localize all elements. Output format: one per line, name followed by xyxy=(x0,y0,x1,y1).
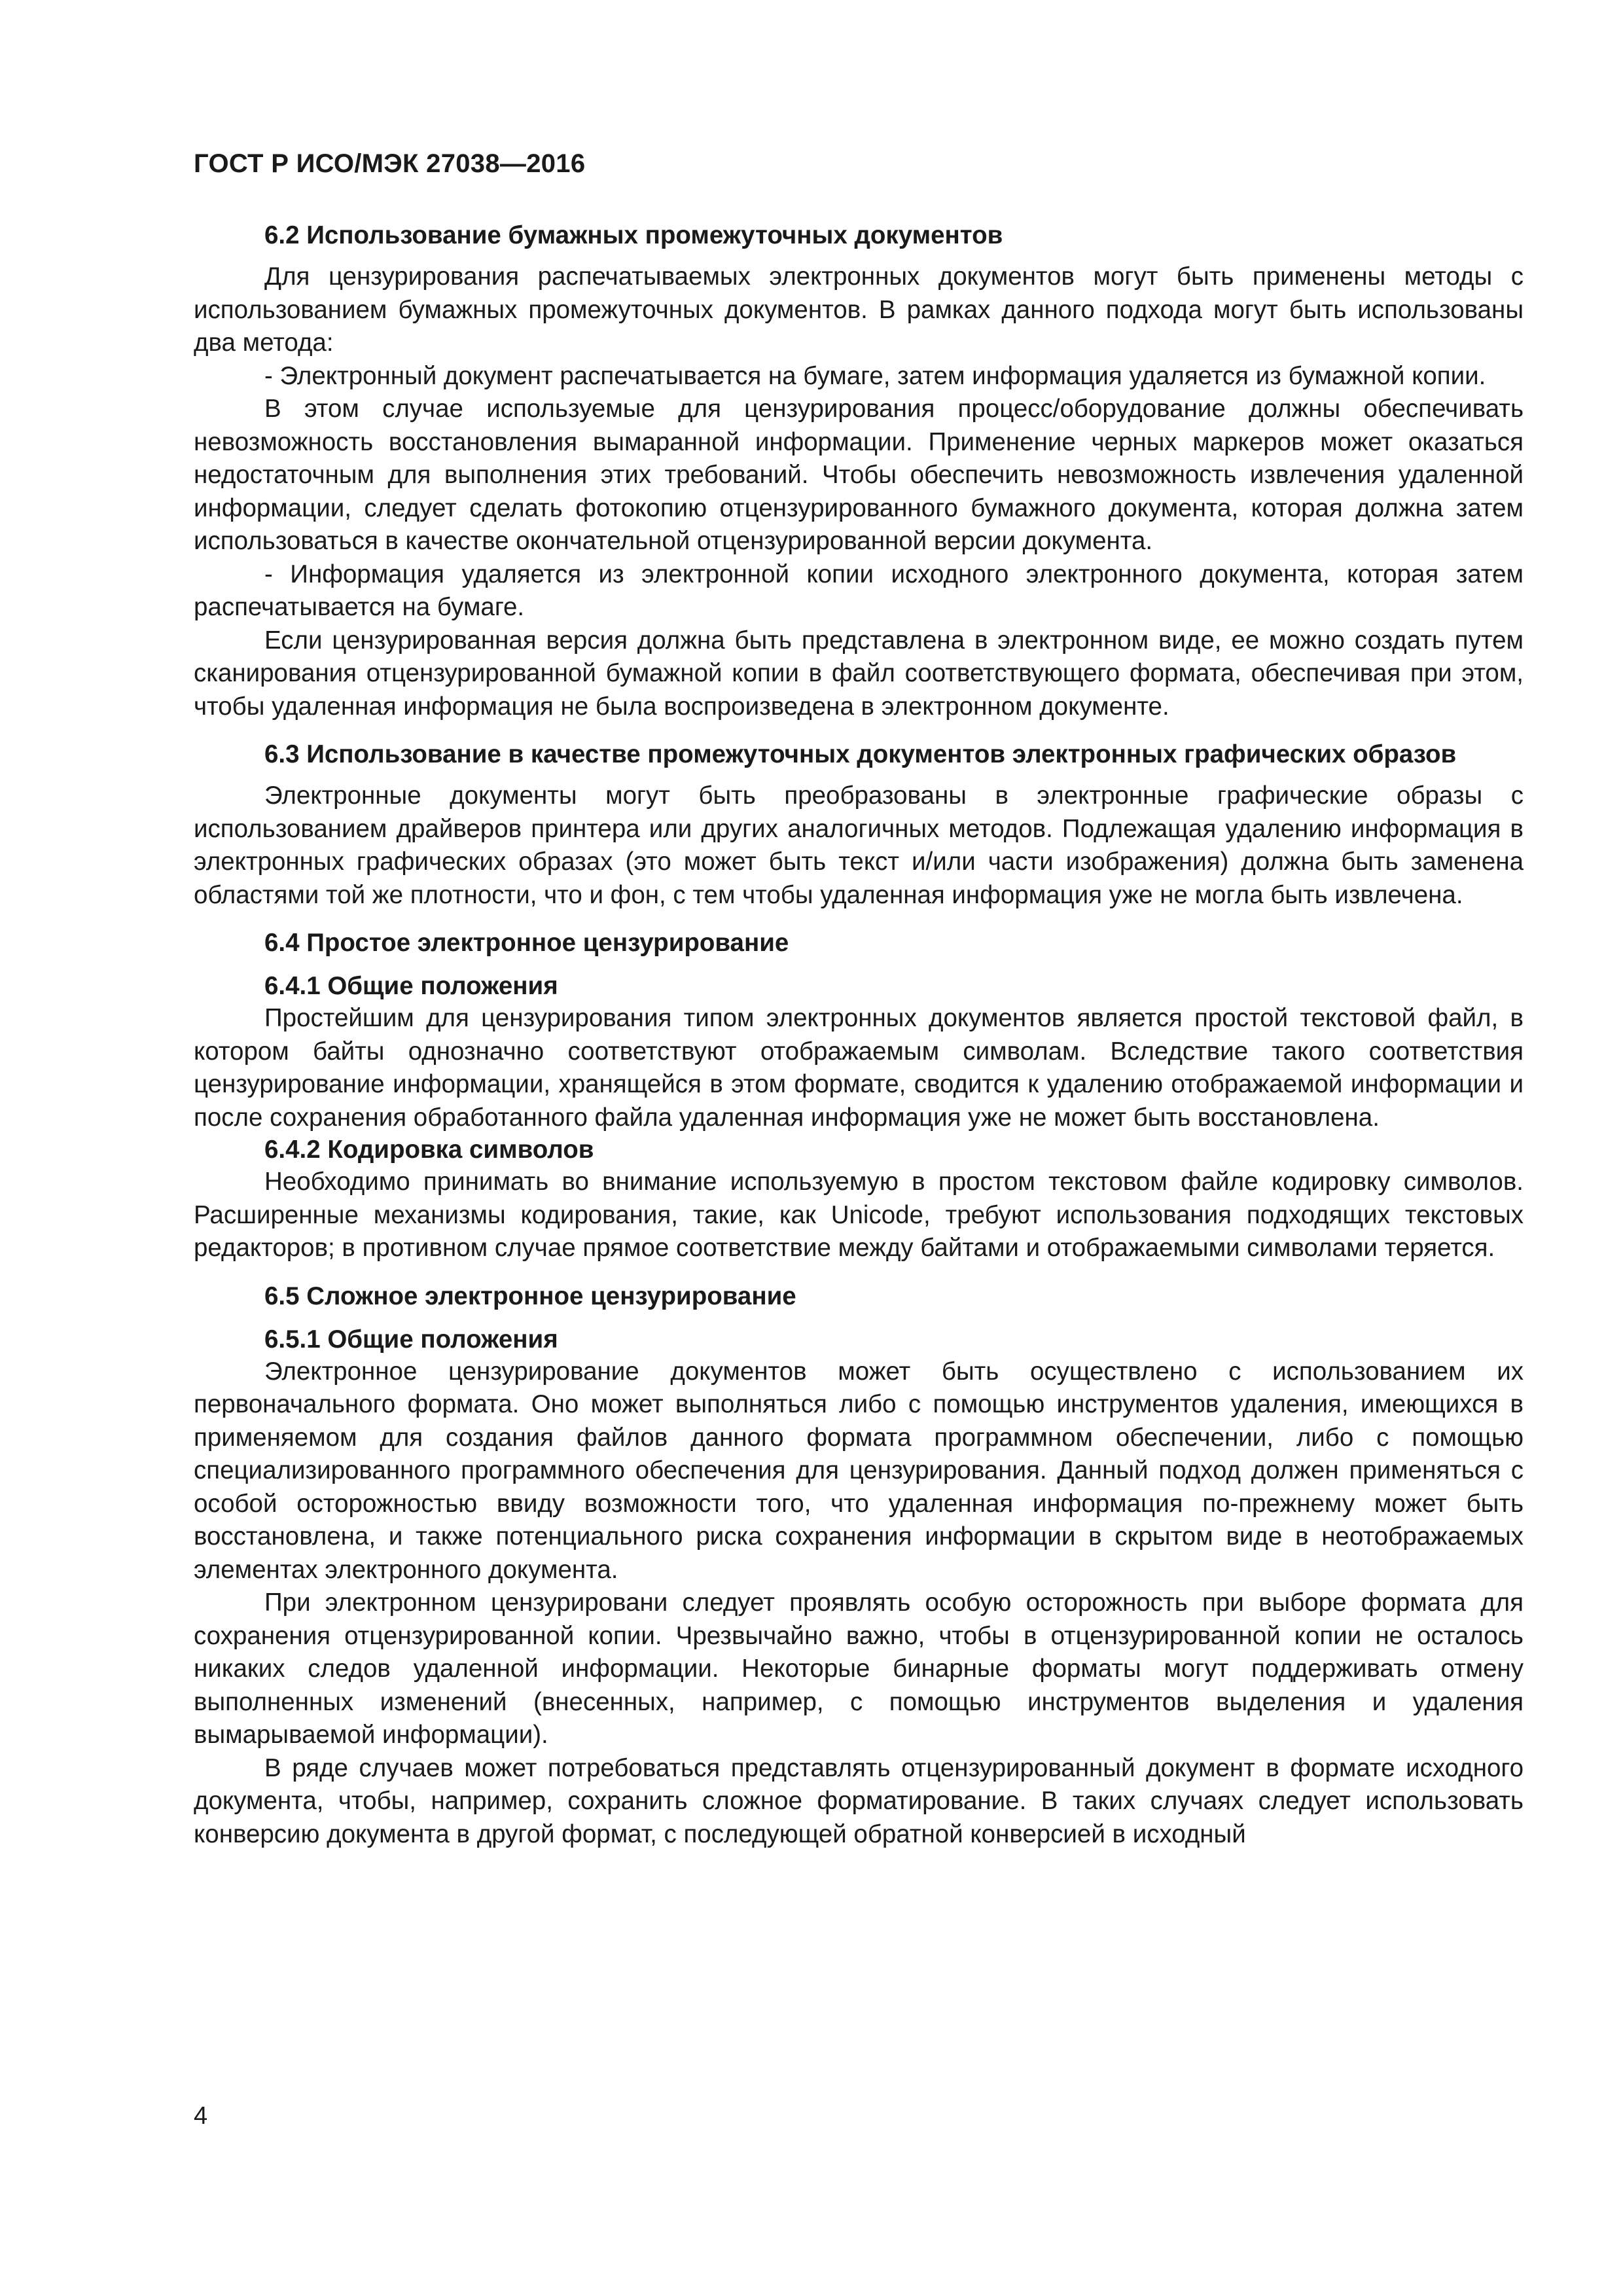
section-6-2-paragraph: В этом случае используемые для цензурирования процесс/оборудование должны обеспечивать невозможность восстановления вымаранной информации. Применение черных маркеров может оказаться недостаточным для выполнения этих требований. Чтобы обеспечить невозможность извлечения удаленной информации, следует сделать фотокопию отцензурированного бумажного документа, которая должна затем использоваться в качестве окончательной отцензурированной версии документа. xyxy=(194,395,1524,555)
section-6-5-1-paragraph: В ряде случаев может потребоваться представлять отцензурированный документ в формате исходного документа, чтобы, например, сохранить сложное форматирование. В таких случаях следует использовать конверсию документа в другой формат, с последующей обратной конверсией в исходный xyxy=(194,1753,1524,1848)
section-6-5-heading: 6.5 Сложное электронное цензурирование xyxy=(264,1282,796,1310)
section-6-5-1-heading: 6.5.1 Общие положения xyxy=(264,1325,558,1354)
section-6-3-paragraph: Электронные документы могут быть преобразованы в электронные графические образы с использованием драйверов принтера или других аналогичных методов. Подлежащая удалению информация в электронных графических образах (это может быть текст и/или части изображения) должна быть заменена областями той же плотности, что и фон, с тем чтобы удаленная информация уже не могла быть извлечена. xyxy=(194,781,1524,909)
standard-code-header: ГОСТ Р ИСО/МЭК 27038—2016 xyxy=(194,149,586,178)
section-6-4-1-heading: 6.4.1 Общие положения xyxy=(264,972,558,1000)
section-6-2-paragraph: Если цензурированная версия должна быть представлена в электронном виде, ее можно создать путем сканирования отцензурированной бумажной копии в файл соответствующего формата, обеспечивая при этом, чтобы удаленная информация не была воспроизведена в электронном документе. xyxy=(194,626,1524,721)
section-6-5-1-paragraph: Электронное цензурирование документов может быть осуществлено с использованием их первоначального формата. Оно может выполняться либо с помощью инструментов удаления, имеющихся в применяемом для создания файлов данного формата программном обеспечении, либо с помощью специализированного программного обеспечения для цензурирования. Данный подход должен применяться с особой осторожностью ввиду возможности того, что удаленная информация по-прежнему может быть восстановлена, и также потенциального риска сохранения информации в скрытом виде в неотображаемых элементах электронного документа. xyxy=(194,1357,1524,1584)
section-6-4-heading: 6.4 Простое электронное цензурирование xyxy=(264,929,789,957)
section-6-4-2-heading: 6.4.2 Кодировка символов xyxy=(264,1136,594,1164)
section-6-2-paragraph: Для цензурирования распечатываемых электронных документов могут быть применены методы с использованием бумажных промежуточных документов. В рамках данного подхода могут быть использованы два метода: xyxy=(194,262,1524,357)
page-number: 4 xyxy=(194,2102,208,2130)
section-6-4-2-paragraph: Необходимо принимать во внимание используемую в простом текстовом файле кодировку символов. Расширенные механизмы кодирования, такие, как Unicode, требуют использования подходящих текстовых редакторов; в противном случае прямое соответствие между байтами и отображаемыми символами теряется. xyxy=(194,1168,1524,1262)
section-6-3-heading: 6.3 Использование в качестве промежуточных документов электронных графических образов xyxy=(264,740,1457,768)
section-6-2-heading: 6.2 Использование бумажных промежуточных документов xyxy=(264,221,1003,249)
page-content xyxy=(194,220,1524,1851)
section-6-4-1-paragraph: Простейшим для цензурирования типом электронных документов является простой текстовой файл, в котором байты однозначно соответствуют отображаемым символам. Вследствие такого соответствия цензурирование информации, хранящейся в этом формате, сводится к удалению отображаемой информации и после сохранения обработанного файла удаленная информация уже не может быть восстановлена. xyxy=(194,1004,1524,1132)
section-6-5-1-paragraph: При электронном цензурировани следует проявлять особую осторожность при выборе формата для сохранения отцензурированной копии. Чрезвычайно важно, чтобы в отцензурированной копии не осталось никаких следов удаленной информации. Некоторые бинарные форматы могут поддерживать отмену выполненных изменений (внесенных, например, с помощью инструментов выделения и удаления вымарываемой информации). xyxy=(194,1588,1524,1749)
section-6-2-list-item: - Информация удаляется из электронной копии исходного электронного документа, которая затем распечатывается на бумаге. xyxy=(194,560,1524,621)
section-6-2-list-item: - Электронный документ распечатывается на бумаге, затем информация удаляется из бумажной копии. xyxy=(264,361,1486,390)
